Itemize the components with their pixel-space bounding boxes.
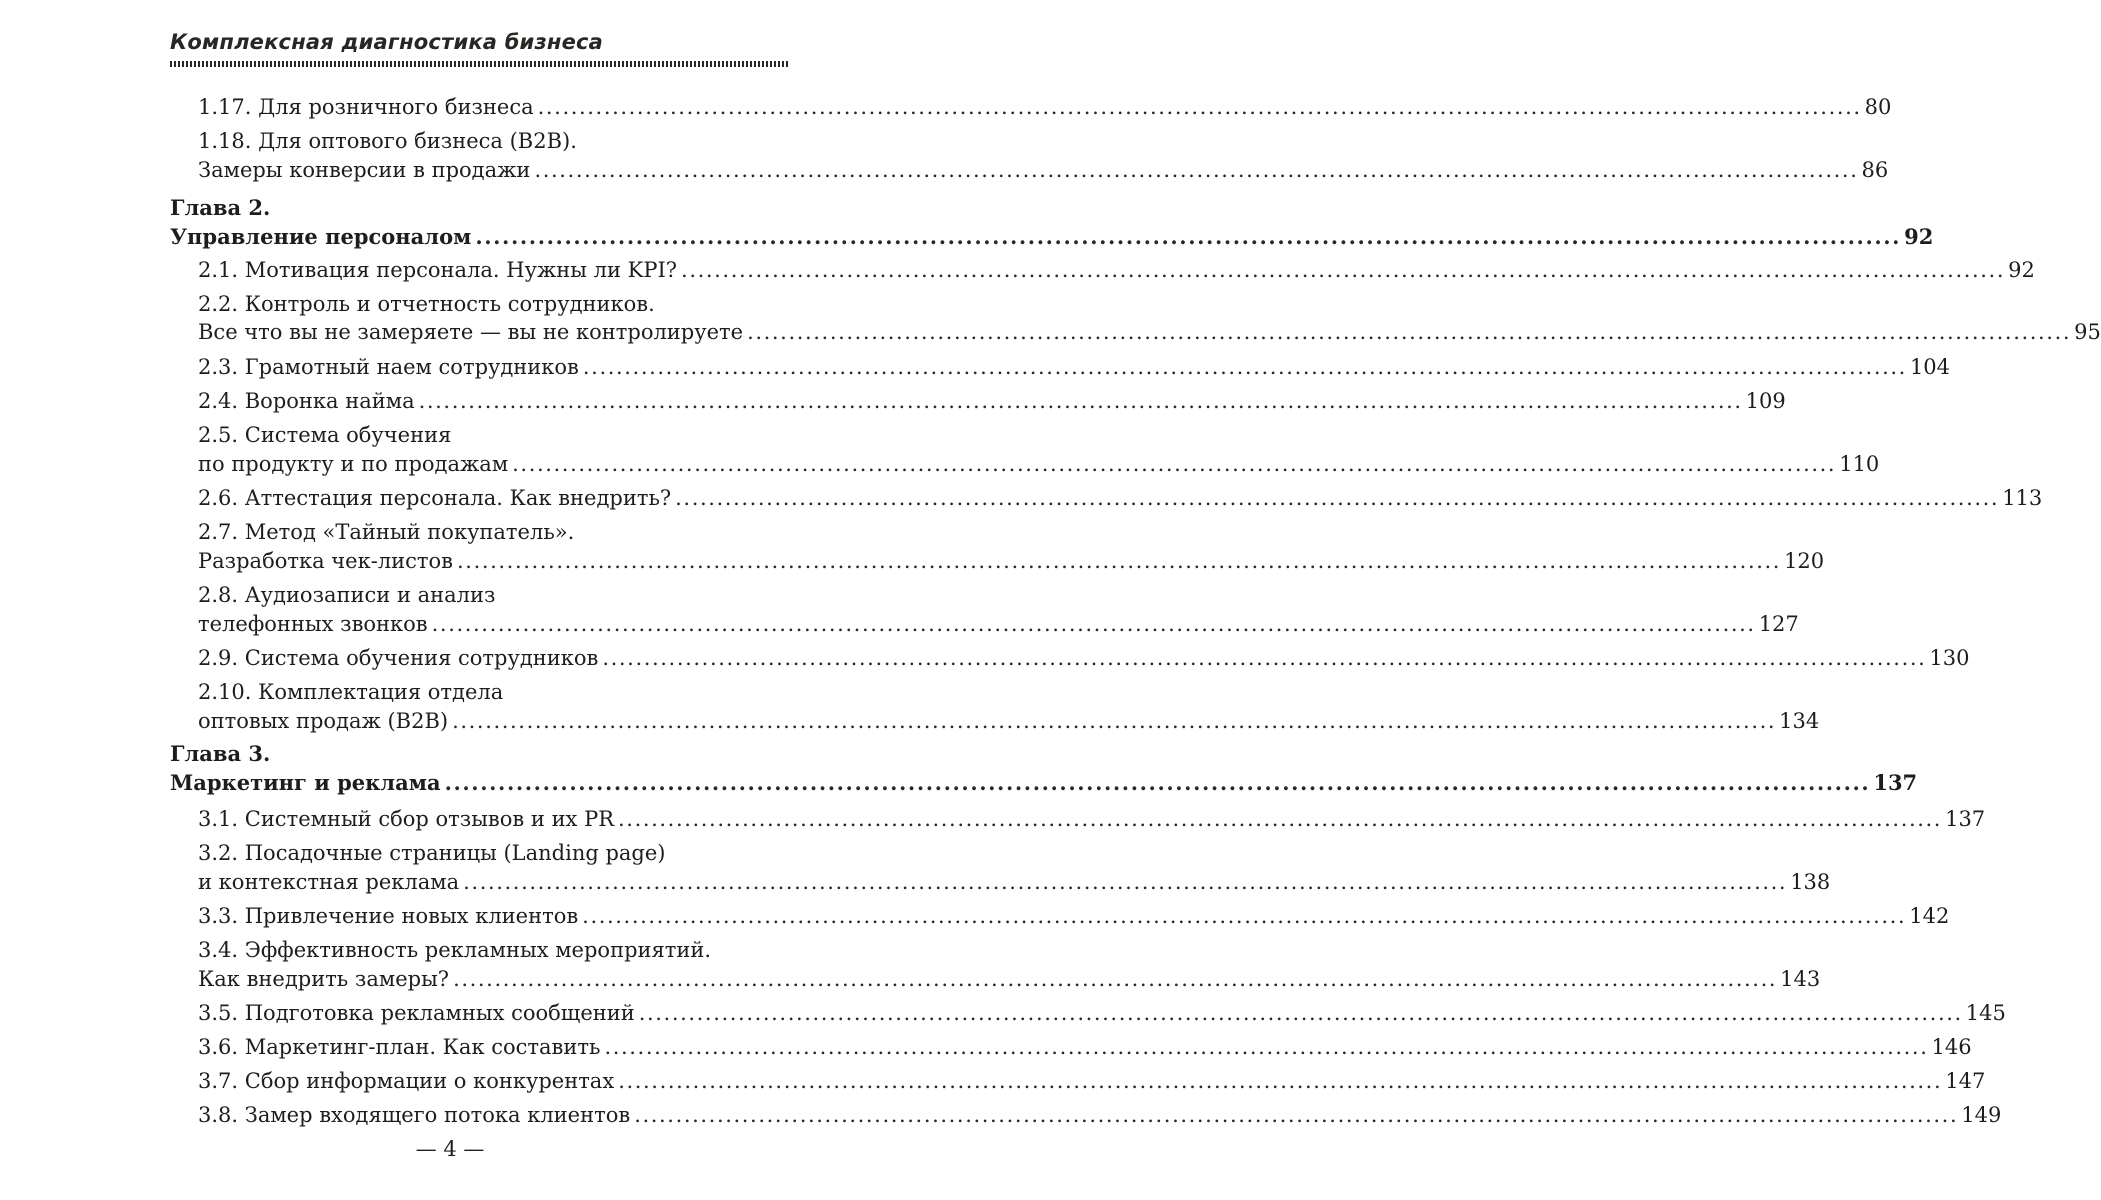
toc-entry-2-9[interactable] (198, 643, 1970, 673)
toc-entry-2-2-line1[interactable] (198, 289, 786, 319)
leader-dots: ................................................................................................................................................................ (602, 646, 1927, 670)
toc-entry-page: 92 (1904, 224, 1934, 249)
toc-entry-label: 2.3. Грамотный наем сотрудников (198, 355, 579, 379)
toc-entry-2-2-line2[interactable] (198, 317, 2101, 347)
toc-entry-2-4[interactable] (198, 386, 1786, 416)
toc-entry-label: 3.7. Сбор информации о конкурентах (198, 1069, 615, 1093)
toc-entry-page: 147 (1945, 1069, 1986, 1093)
running-title: Комплексная диагностика бизнеса (170, 30, 604, 54)
toc-entry-label: оптовых продаж (B2B) (198, 709, 449, 733)
toc-entry-1-17[interactable] (198, 92, 1892, 122)
toc-entry-page: 127 (1758, 612, 1799, 636)
toc-entry-3-4-line2[interactable] (198, 964, 1821, 994)
toc-entry-2-10-line2[interactable] (198, 706, 1820, 736)
toc-entry-page: 92 (2008, 258, 2035, 282)
leader-dots: ................................................................................................................................................................ (675, 486, 2000, 510)
toc-entry-2-8-line2[interactable] (198, 609, 1799, 639)
toc-entry-label: 3.1. Системный сбор отзывов и их PR (198, 807, 615, 831)
toc-entry-2-6[interactable] (198, 483, 2043, 513)
toc-entry-page: 138 (1790, 870, 1831, 894)
toc-entry-2-5-line1[interactable] (198, 420, 786, 450)
toc-entry-label: 1.18. Для оптового бизнеса (B2B). (198, 129, 577, 153)
toc-entry-1-18-line2[interactable] (198, 155, 1889, 185)
leader-dots: ................................................................................................................................................................ (582, 355, 1907, 379)
toc-entry-page: 95 (2074, 320, 2101, 344)
leader-dots: ................................................................................................................................................................ (512, 452, 1837, 476)
leader-dots: ................................................................................................................................................................ (618, 807, 1943, 831)
toc-entry-label: 2.1. Мотивация персонала. Нужны ли KPI? (198, 258, 678, 282)
leader-dots: ................................................................................................................................................................ (431, 612, 1756, 636)
leader-dots: ................................................................................................................................................................ (452, 709, 1777, 733)
leader-dots: ................................................................................................................................................................ (475, 224, 1902, 249)
leader-dots: ................................................................................................................................................................ (638, 1001, 1963, 1025)
toc-entry-label: 2.4. Воронка найма (198, 389, 415, 413)
toc-entry-2-7-line2[interactable] (198, 546, 1825, 576)
toc-entry-page: 142 (1909, 904, 1950, 928)
toc-entry-label: 2.5. Система обучения (198, 423, 452, 447)
toc-entry-3-2-line2[interactable] (198, 867, 1831, 897)
leader-dots: ................................................................................................................................................................ (537, 95, 1862, 119)
leader-dots: ................................................................................................................................................................ (604, 1035, 1929, 1059)
toc-entry-3-7[interactable] (198, 1066, 1986, 1096)
chapter-3-heading[interactable] (170, 739, 788, 769)
toc-entry-label: 3.4. Эффективность рекламных мероприятий. (198, 938, 712, 962)
toc-entry-page: 104 (1909, 355, 1951, 379)
chapter-number: Глава 3. (170, 741, 271, 766)
toc-entry-2-8-line1[interactable] (198, 580, 786, 610)
chapter-2-title[interactable] (170, 222, 1934, 252)
chapter-title: Маркетинг и реклама (170, 770, 441, 795)
leader-dots: ................................................................................................................................................................ (534, 158, 1859, 182)
toc-entry-page: 120 (1784, 549, 1825, 573)
toc-entry-label: 2.9. Система обучения сотрудников (198, 646, 599, 670)
toc-entry-page: 145 (1965, 1001, 2006, 1025)
toc-entry-page: 134 (1779, 709, 1820, 733)
chapter-number: Глава 2. (170, 195, 271, 220)
toc-entry-page: 137 (1945, 807, 1986, 831)
leader-dots: ................................................................................................................................................................ (634, 1103, 1959, 1127)
toc-entry-label: телефонных звонков (198, 612, 428, 636)
toc-entry-page: 110 (1839, 452, 1880, 476)
toc-entry-2-3[interactable] (198, 352, 1951, 382)
toc-entry-3-3[interactable] (198, 901, 1950, 931)
toc-entry-label: по продукту и по продажам (198, 452, 509, 476)
toc-entry-label: Замеры конверсии в продажи (198, 158, 531, 182)
toc-entry-3-1[interactable] (198, 804, 1986, 834)
toc-entry-label: 3.3. Привлечение новых клиентов (198, 904, 579, 928)
toc-entry-3-4-line1[interactable] (198, 935, 786, 965)
toc-entry-label: 3.5. Подготовка рекламных сообщений (198, 1001, 635, 1025)
toc-entry-page: 113 (2002, 486, 2043, 510)
chapter-title: Управление персоналом (170, 224, 472, 249)
toc-entry-label: Все что вы не замеряете — вы не контролируете (198, 320, 744, 344)
toc-entry-page: 146 (1931, 1035, 1972, 1059)
toc-entry-2-7-line1[interactable] (198, 517, 786, 547)
toc-entry-label: 1.17. Для розничного бизнеса (198, 95, 534, 119)
leader-dots: ................................................................................................................................................................ (463, 870, 1788, 894)
leader-dots: ................................................................................................................................................................ (418, 389, 1743, 413)
toc-entry-label: 2.2. Контроль и отчетность сотрудников. (198, 292, 655, 316)
toc-entry-page: 143 (1780, 967, 1821, 991)
toc-entry-label: и контекстная реклама (198, 870, 460, 894)
page-number: — 4 — (415, 1137, 485, 1161)
toc-entry-3-5[interactable] (198, 998, 2006, 1028)
leader-dots: ................................................................................................................................................................ (618, 1069, 1943, 1093)
toc-entry-label: 3.8. Замер входящего потока клиентов (198, 1103, 631, 1127)
toc-entry-3-2-line1[interactable] (198, 838, 786, 868)
toc-entry-2-1[interactable] (198, 255, 2035, 285)
toc-entry-label: Разработка чек-листов (198, 549, 454, 573)
toc-entry-label: 3.6. Маркетинг-план. Как составить (198, 1035, 601, 1059)
toc-entry-3-8[interactable] (198, 1100, 2002, 1130)
chapter-3-title[interactable] (170, 768, 1918, 798)
toc-entry-label: 2.10. Комплектация отдела (198, 680, 504, 704)
leader-dots: ................................................................................................................................................................ (582, 904, 1907, 928)
toc-entry-2-5-line2[interactable] (198, 449, 1880, 479)
toc-entry-page: 80 (1864, 95, 1892, 119)
toc-entry-label: 2.7. Метод «Тайный покупатель». (198, 520, 575, 544)
leader-dots: ................................................................................................................................................................ (681, 258, 2006, 282)
toc-entry-label: 3.2. Посадочные страницы (Landing page) (198, 841, 666, 865)
toc-entry-page: 137 (1873, 770, 1918, 795)
toc-entry-label: 2.6. Аттестация персонала. Как внедрить? (198, 486, 672, 510)
leader-dots: ................................................................................................................................................................ (747, 320, 2072, 344)
toc-entry-page: 86 (1861, 158, 1889, 182)
toc-entry-label: Как внедрить замеры? (198, 967, 450, 991)
toc-entry-2-10-line1[interactable] (198, 677, 786, 707)
toc-entry-1-18-line1[interactable] (198, 126, 786, 156)
toc-entry-label: 2.8. Аудиозаписи и анализ (198, 583, 496, 607)
leader-dots: ................................................................................................................................................................ (457, 549, 1782, 573)
toc-entry-page: 109 (1745, 389, 1786, 413)
chapter-2-heading[interactable] (170, 193, 788, 223)
leader-dots: ................................................................................................................................................................ (444, 770, 1871, 795)
toc-entry-3-6[interactable] (198, 1032, 1972, 1062)
toc-entry-page: 149 (1961, 1103, 2002, 1127)
toc-entry-page: 130 (1929, 646, 1970, 670)
leader-dots: ................................................................................................................................................................ (453, 967, 1778, 991)
